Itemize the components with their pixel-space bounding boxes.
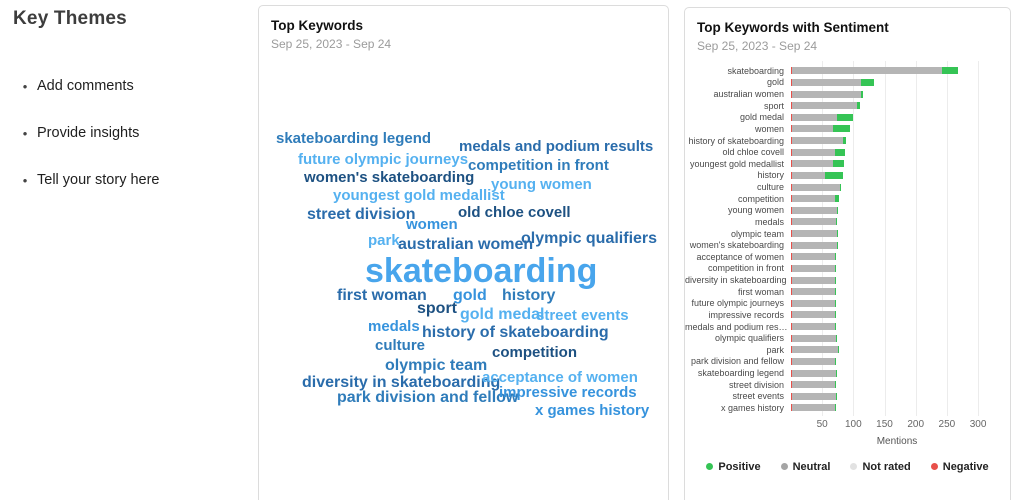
bar-segment-neutral — [792, 335, 836, 342]
bar-segment-positive — [835, 381, 836, 388]
card-date-range: Sep 25, 2023 - Sep 24 — [271, 37, 392, 51]
bar-segment-neutral — [792, 300, 835, 307]
bar-segment-neutral — [792, 346, 838, 353]
key-themes-list — [13, 78, 243, 188]
bar-segment-positive — [835, 358, 836, 365]
bar-segment-neutral — [792, 160, 833, 167]
cloud-keyword[interactable]: youngest gold medallist — [333, 187, 505, 204]
x-tick-label: 200 — [907, 418, 925, 430]
bar-segment-neutral — [792, 230, 837, 237]
cloud-keyword[interactable]: olympic qualifiers — [521, 230, 658, 247]
bar-segment-neutral — [792, 207, 837, 214]
bar-segment-positive — [836, 370, 837, 377]
bar-segment-neutral — [792, 288, 834, 295]
cloud-keyword[interactable]: first woman — [337, 287, 427, 304]
cloud-keyword[interactable]: young women — [491, 176, 592, 193]
bar-category-label: x games history — [720, 402, 784, 413]
legend-dot-icon — [706, 463, 713, 470]
legend-item-neutral[interactable] — [781, 461, 831, 473]
key-themes-title: Key Themes — [13, 8, 127, 29]
bar-category-label: competition — [737, 193, 784, 204]
bar-row — [685, 402, 1010, 414]
bar-row — [685, 391, 1010, 403]
sentiment-bar[interactable] — [791, 277, 836, 284]
cloud-keyword[interactable]: medals and podium results — [459, 138, 654, 155]
key-themes-panel — [13, 8, 243, 219]
sentiment-bar[interactable] — [791, 404, 836, 411]
sentiment-bar[interactable] — [791, 218, 837, 225]
cloud-keyword[interactable]: gold medal — [460, 306, 545, 323]
bar-segment-positive — [825, 172, 844, 179]
sentiment-bar[interactable] — [791, 393, 837, 400]
bar-category-label: gold medal — [739, 112, 784, 123]
bar-row — [685, 181, 1010, 193]
bar-row — [685, 298, 1010, 310]
bar-segment-neutral — [792, 277, 835, 284]
sentiment-bar[interactable] — [791, 230, 838, 237]
bar-segment-neutral — [792, 125, 833, 132]
cloud-keyword[interactable]: women — [406, 216, 458, 233]
bar-segment-neutral — [792, 370, 836, 377]
bar-segment-positive — [837, 114, 854, 121]
chart-legend — [685, 461, 1010, 473]
cloud-keyword[interactable]: impressive records — [499, 384, 637, 401]
sentiment-bar[interactable] — [791, 160, 844, 167]
card-date-range: Sep 25, 2023 - Sep 24 — [697, 39, 818, 53]
bar-category-label: history of skateboarding — [688, 135, 784, 146]
bar-category-label: women — [754, 123, 784, 134]
x-tick-label: 150 — [876, 418, 893, 430]
bar-category-label: medals — [754, 216, 784, 227]
legend-dot-icon — [850, 463, 857, 470]
legend-dot-icon — [781, 463, 788, 470]
bullet-text: Provide insights — [37, 125, 140, 141]
bar-row — [685, 344, 1010, 356]
x-tick-label: 250 — [938, 418, 956, 430]
cloud-keyword[interactable]: street events — [536, 307, 629, 324]
bar-segment-neutral — [792, 253, 835, 260]
sentiment-bar[interactable] — [791, 91, 863, 98]
bar-segment-neutral — [792, 91, 861, 98]
sentiment-bar[interactable] — [791, 242, 838, 249]
bar-category-label: history — [757, 170, 784, 181]
bar-segment-neutral — [792, 149, 834, 156]
bar-segment-neutral — [792, 404, 834, 411]
bar-row — [685, 356, 1010, 368]
bar-category-label: culture — [756, 182, 784, 193]
bar-category-label: skateboarding — [727, 65, 784, 76]
legend-item-positive[interactable] — [706, 461, 760, 473]
bar-segment-positive — [833, 125, 849, 132]
bar-category-label: youngest gold medallist — [689, 158, 784, 169]
bar-category-label: medals and podium res… — [685, 321, 788, 332]
bar-segment-positive — [835, 311, 836, 318]
cloud-keyword[interactable]: sport — [417, 300, 457, 317]
cloud-keyword[interactable]: australian women — [398, 236, 534, 253]
bar-category-label: australian women — [713, 89, 784, 100]
sentiment-bar[interactable] — [791, 137, 846, 144]
cloud-keyword[interactable]: gold — [453, 287, 487, 304]
bar-segment-positive — [861, 91, 863, 98]
bar-row — [685, 135, 1010, 147]
legend-label: Positive — [718, 460, 761, 473]
cloud-keyword[interactable]: x games history — [535, 402, 650, 419]
bar-segment-positive — [836, 218, 837, 225]
bar-segment-neutral — [792, 381, 834, 388]
sentiment-bar[interactable] — [791, 335, 837, 342]
bar-segment-neutral — [792, 242, 836, 249]
list-item — [13, 78, 243, 94]
cloud-keyword[interactable]: skateboarding — [365, 252, 598, 290]
bar-segment-positive — [843, 137, 847, 144]
legend-item-negative[interactable] — [931, 461, 989, 473]
sentiment-bar[interactable] — [791, 358, 836, 365]
bar-segment-neutral — [792, 393, 836, 400]
bar-segment-positive — [837, 230, 838, 237]
sentiment-bar[interactable] — [791, 207, 838, 214]
bar-segment-positive — [836, 393, 837, 400]
bar-segment-neutral — [792, 79, 861, 86]
bar-segment-positive — [835, 253, 836, 260]
bar-segment-positive — [837, 207, 838, 214]
sentiment-bar[interactable] — [791, 184, 841, 191]
bar-category-label: impressive records — [708, 309, 784, 320]
sentiment-bar[interactable] — [791, 265, 836, 272]
bar-category-label: women's skateboarding — [689, 240, 784, 251]
bar-category-label: gold — [766, 77, 784, 88]
sentiment-bar[interactable] — [791, 125, 850, 132]
bar-row — [685, 146, 1010, 158]
bar-segment-positive — [837, 242, 838, 249]
bullet-icon: • — [22, 125, 28, 141]
cloud-keyword[interactable]: acceptance of women — [482, 369, 638, 386]
bar-segment-positive — [835, 323, 836, 330]
bar-segment-positive — [835, 277, 836, 284]
bar-row — [685, 286, 1010, 298]
bar-segment-positive — [835, 195, 839, 202]
bar-segment-neutral — [792, 102, 857, 109]
x-tick-label: 300 — [969, 418, 987, 430]
bar-category-label: old chloe covell — [722, 147, 784, 158]
bar-segment-positive — [835, 149, 845, 156]
bar-category-label: first woman — [737, 286, 784, 297]
bar-segment-neutral — [792, 114, 836, 121]
bar-row — [685, 88, 1010, 100]
bar-segment-positive — [840, 184, 841, 191]
bar-row — [685, 112, 1010, 124]
list-item — [13, 125, 243, 141]
sentiment-bar[interactable] — [791, 67, 958, 74]
bar-segment-positive — [838, 346, 839, 353]
bar-segment-positive — [833, 160, 844, 167]
bar-category-label: future olympic journeys — [691, 298, 784, 309]
cloud-keyword[interactable]: competition — [492, 344, 577, 361]
bar-segment-positive — [835, 404, 836, 411]
bar-row — [685, 367, 1010, 379]
sentiment-bar[interactable] — [791, 346, 839, 353]
bar-segment-positive — [942, 67, 958, 74]
bar-category-label: olympic qualifiers — [714, 333, 784, 344]
cloud-keyword[interactable]: park — [368, 232, 400, 249]
bar-segment-neutral — [792, 265, 835, 272]
bar-row — [685, 77, 1010, 89]
top-keywords-card — [258, 5, 669, 500]
sentiment-bar[interactable] — [791, 114, 853, 121]
word-cloud — [259, 6, 668, 500]
bar-rows — [685, 65, 1010, 414]
bar-segment-neutral — [792, 323, 834, 330]
bar-row — [685, 332, 1010, 344]
cloud-keyword[interactable]: street division — [307, 206, 416, 223]
cloud-keyword[interactable]: park division and fellow — [337, 389, 519, 406]
bar-segment-neutral — [792, 218, 836, 225]
bar-row — [685, 321, 1010, 333]
bar-segment-positive — [835, 265, 836, 272]
bar-category-label: acceptance of women — [696, 251, 784, 262]
cloud-keyword[interactable]: skateboarding legend — [276, 130, 432, 147]
legend-label: Not rated — [862, 460, 911, 473]
bar-row — [685, 263, 1010, 275]
cloud-keyword[interactable]: history of skateboarding — [422, 324, 609, 341]
bar-category-label: park division and fellow — [690, 356, 784, 367]
sentiment-card — [684, 7, 1011, 500]
bar-segment-neutral — [792, 358, 835, 365]
x-axis-label: Mentions — [876, 435, 918, 447]
bar-segment-positive — [836, 335, 837, 342]
bar-segment-neutral — [792, 67, 942, 74]
bar-row — [685, 170, 1010, 182]
bar-segment-neutral — [792, 137, 843, 144]
bar-row — [685, 251, 1010, 263]
legend-item-not-rated[interactable] — [850, 461, 910, 473]
bar-row — [685, 239, 1010, 251]
sentiment-bar[interactable] — [791, 300, 836, 307]
sentiment-bar[interactable] — [791, 149, 845, 156]
sentiment-bar[interactable] — [791, 79, 874, 86]
bar-category-label: competition in front — [707, 263, 784, 274]
bar-segment-neutral — [792, 172, 824, 179]
cloud-keyword[interactable]: medals — [368, 318, 420, 335]
sentiment-bar[interactable] — [791, 172, 843, 179]
bar-row — [685, 309, 1010, 321]
bar-row — [685, 228, 1010, 240]
sentiment-chart — [685, 65, 1010, 473]
card-title: Top Keywords with Sentiment — [697, 20, 889, 35]
cloud-keyword[interactable]: diversity in skateboarding — [302, 374, 501, 391]
list-item — [13, 172, 243, 188]
sentiment-bar[interactable] — [791, 288, 836, 295]
sentiment-bar[interactable] — [791, 195, 839, 202]
bar-category-label: street division — [728, 379, 784, 390]
bar-row — [685, 205, 1010, 217]
x-axis-ticks — [791, 419, 1003, 433]
bar-category-label: skateboarding legend — [697, 368, 784, 379]
bar-segment-neutral — [792, 195, 835, 202]
bar-segment-neutral — [792, 311, 835, 318]
sentiment-bar[interactable] — [791, 253, 836, 260]
legend-dot-icon — [931, 463, 938, 470]
bar-segment-positive — [861, 79, 874, 86]
sentiment-bar[interactable] — [791, 323, 836, 330]
cloud-keyword[interactable]: old chloe covell — [458, 204, 571, 221]
bar-segment-positive — [835, 288, 836, 295]
sentiment-bar[interactable] — [791, 311, 836, 318]
bar-row — [685, 216, 1010, 228]
cloud-keyword[interactable]: history — [502, 287, 556, 304]
sentiment-bar[interactable] — [791, 370, 837, 377]
bar-category-label: young women — [727, 205, 784, 216]
sentiment-bar[interactable] — [791, 381, 836, 388]
bar-segment-positive — [857, 102, 860, 109]
bar-category-label: diversity in skateboarding — [685, 275, 787, 286]
cloud-keyword[interactable]: future olympic journeys — [298, 151, 469, 168]
bar-category-label: street events — [732, 391, 784, 402]
bar-segment-neutral — [792, 184, 840, 191]
bar-row — [685, 123, 1010, 135]
bullet-icon: • — [22, 78, 28, 94]
legend-label: Negative — [942, 460, 989, 473]
bar-category-label: park — [766, 344, 784, 355]
bullet-icon: • — [22, 172, 28, 188]
sentiment-bar[interactable] — [791, 102, 860, 109]
bullet-text: Add comments — [37, 78, 134, 94]
cloud-keyword[interactable]: olympic team — [385, 357, 488, 374]
bar-row — [685, 100, 1010, 112]
cloud-keyword[interactable]: culture — [375, 337, 426, 354]
card-title: Top Keywords — [271, 18, 364, 33]
bullet-text: Tell your story here — [37, 172, 160, 188]
bar-row — [685, 158, 1010, 170]
bar-row — [685, 274, 1010, 286]
bar-row — [685, 193, 1010, 205]
cloud-keyword[interactable]: competition in front — [468, 157, 609, 174]
bar-segment-positive — [835, 300, 836, 307]
x-tick-label: 100 — [845, 418, 862, 430]
bar-row — [685, 65, 1010, 77]
bar-row — [685, 379, 1010, 391]
bar-category-label: sport — [763, 100, 784, 111]
legend-label: Neutral — [792, 460, 831, 473]
x-tick-label: 50 — [816, 418, 828, 430]
cloud-keyword[interactable]: women's skateboarding — [304, 169, 475, 186]
bar-category-label: olympic team — [730, 228, 784, 239]
